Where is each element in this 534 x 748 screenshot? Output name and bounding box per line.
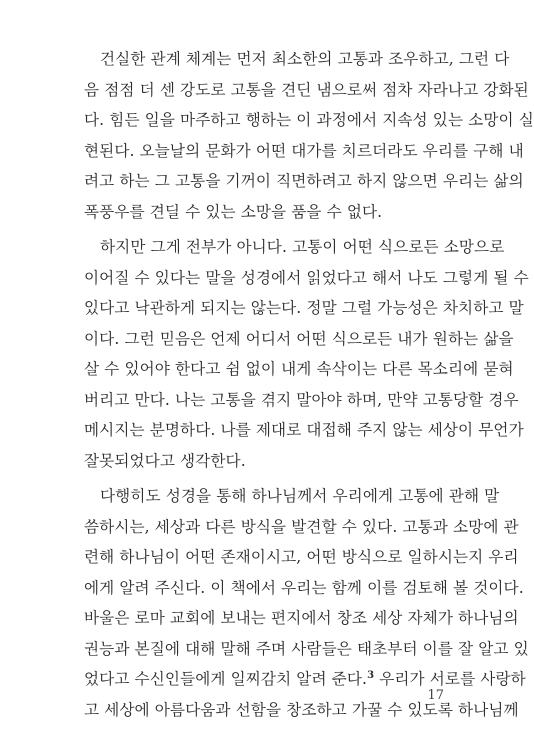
text-line: 살 수 있어야 한다고 쉼 없이 내게 속삭이는 다른 목소리에 묻혀 — [84, 360, 514, 378]
text-line: 다. 힘든 일을 마주하고 행하는 이 과정에서 지속성 있는 소망이 실 — [84, 111, 534, 129]
text-line: 려고 하는 그 고통을 기꺼이 직면하려고 하지 않으면 우리는 삶의 — [84, 172, 524, 190]
text-line: 메시지는 분명하다. 나를 제대로 대접해 주지 않는 세상이 무언가 — [84, 421, 524, 439]
page-number: 17 — [427, 688, 444, 703]
body-text — [84, 44, 534, 725]
text-line: 바울은 로마 교회에 보내는 편지에서 창조 세상 자체가 하나님의 — [84, 609, 519, 627]
text-line: 에게 알려 주신다. 이 책에서 우리는 함께 이를 검토해 볼 것이다. — [84, 578, 524, 597]
text-line: 음 점점 더 센 강도로 고통을 견딘 냄으로써 점차 자라나고 강화된 — [84, 80, 529, 99]
text-line: 이어질 수 있다는 말을 성경에서 읽었다고 해서 나도 그렇게 될 수 — [84, 268, 529, 287]
text-segment: 우리가 서로를 사랑하 — [374, 670, 526, 688]
text-line: 련해 하나님이 어떤 존재이시고, 어떤 방식으로 일하시는지 우리 — [84, 548, 519, 566]
text-line: 씀하시는, 세상과 다른 방식을 발견할 수 있다. 고통과 소망에 관 — [84, 517, 519, 536]
text-line: 다행히도 성경을 통해 하나님께서 우리에게 고통에 관해 말 — [100, 487, 500, 505]
text-line: 하지만 그게 전부가 아니다. 고통이 어떤 식으로든 소망으로 — [100, 238, 505, 256]
paragraph-3 — [84, 481, 529, 725]
text-line: 이다. 그런 믿음은 언제 어디서 어떤 식으로든 내가 원하는 삶을 — [84, 329, 514, 348]
text-line: 건실한 관계 체계는 먼저 최소한의 고통과 조우하고, 그런 다 — [100, 50, 510, 68]
paragraph-2 — [84, 232, 529, 476]
footnote-marker[interactable]: 3 — [367, 669, 375, 681]
text-line: 버리고 만다. 나는 고통을 겪지 말아야 하며, 만약 고통당할 경우 — [84, 390, 519, 409]
paragraph-1 — [84, 44, 534, 227]
text-line: 현된다. 오늘날의 문화가 어떤 대가를 치르더라도 우리를 구해 내 — [84, 141, 524, 160]
text-line: 폭풍우를 견딜 수 있는 소망을 품을 수 없다. — [84, 202, 383, 221]
text-segment: 었다고 수신인들에게 일찌감치 알려 준다. — [84, 670, 368, 688]
text-line-with-footnote — [84, 664, 526, 695]
text-line: 잘못되었다고 생각한다. — [84, 451, 246, 470]
text-line: 있다고 낙관하게 되지는 않는다. 정말 그럴 가능성은 차치하고 말 — [84, 299, 524, 317]
text-line: 고 세상에 아름다움과 선함을 창조하고 가꿀 수 있도록 하나님께 — [84, 700, 519, 719]
text-line: 권능과 본질에 대해 말해 주며 사람들은 태초부터 이를 잘 알고 있 — [84, 639, 529, 658]
